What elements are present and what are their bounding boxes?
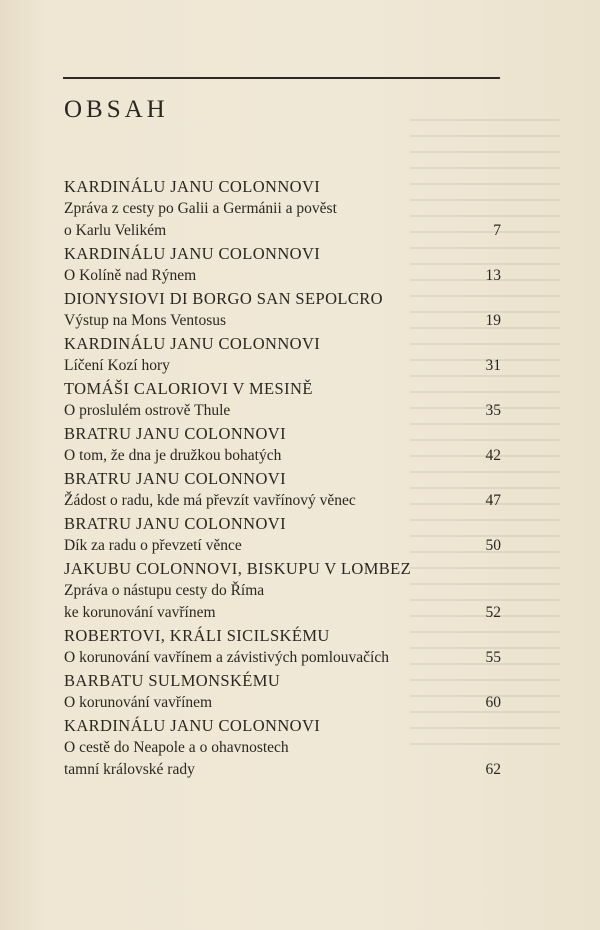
toc-entry-title: Dík za radu o převzetí věnce bbox=[64, 537, 242, 554]
toc-entry bbox=[64, 624, 501, 669]
toc-entry-line bbox=[64, 355, 501, 377]
toc-entry bbox=[64, 467, 501, 512]
toc-entry-line bbox=[64, 535, 501, 557]
toc-page-number: 35 bbox=[485, 402, 501, 419]
toc-entry-line bbox=[64, 265, 501, 287]
toc-page-number: 60 bbox=[485, 694, 501, 711]
toc-entry-title: o Karlu Velikém bbox=[64, 222, 167, 239]
toc-entry-addressee: KARDINÁLU JANU COLONNOVI bbox=[64, 244, 321, 263]
toc-entry-title: O korunování vavřínem bbox=[64, 694, 213, 711]
toc-page-number: 7 bbox=[493, 222, 501, 239]
toc-entry-title: Výstup na Mons Ventosus bbox=[64, 312, 227, 329]
toc-entry-line bbox=[64, 490, 501, 512]
toc-entry-line bbox=[64, 400, 501, 422]
toc-entry-title: Líčení Kozí hory bbox=[64, 357, 170, 374]
toc-entry-title: O Kolíně nad Rýnem bbox=[64, 267, 197, 284]
toc-page-number: 19 bbox=[485, 312, 501, 329]
toc-entry-line bbox=[64, 198, 501, 220]
toc-entry-line bbox=[64, 692, 501, 714]
toc-entry-title: O cestě do Neapole a o ohavnostech bbox=[64, 739, 289, 756]
toc-entry-line bbox=[64, 647, 501, 669]
toc-entry-line bbox=[64, 220, 501, 242]
toc-entry-title: ke korunování vavřínem bbox=[64, 604, 216, 621]
toc-entry-title: Žádost o radu, kde má převzít vavřínový věnec bbox=[64, 492, 356, 509]
toc-entry bbox=[64, 512, 501, 557]
toc-page-number: 13 bbox=[485, 267, 501, 284]
toc-entry-title: O proslulém ostrově Thule bbox=[64, 402, 231, 419]
toc-entry-title: Zpráva o nástupu cesty do Říma bbox=[64, 582, 265, 599]
toc-entry bbox=[64, 175, 501, 242]
toc-entry-addressee: BRATRU JANU COLONNOVI bbox=[64, 424, 286, 443]
toc-entry-title: tamní královské rady bbox=[64, 761, 195, 778]
toc-entry-title: Zpráva z cesty po Galii a Germánii a pověst bbox=[64, 200, 337, 217]
toc-entry bbox=[64, 287, 501, 332]
toc-entry-addressee: KARDINÁLU JANU COLONNOVI bbox=[64, 177, 321, 196]
toc-entry bbox=[64, 557, 501, 624]
toc-entry-addressee: ROBERTOVI, KRÁLI SICILSKÉMU bbox=[64, 626, 330, 645]
toc-page-number: 52 bbox=[485, 604, 501, 621]
toc-entry bbox=[64, 714, 501, 781]
toc-page-number: 47 bbox=[485, 492, 501, 509]
toc-page-number: 62 bbox=[485, 761, 501, 778]
toc-entry-addressee: TOMÁŠI CALORIOVI V MESINĚ bbox=[64, 379, 313, 398]
toc-entry-addressee: JAKUBU COLONNOVI, BISKUPU V LOMBEZ bbox=[64, 559, 412, 578]
toc-entry-addressee: DIONYSIOVI DI BORGO SAN SEPOLCRO bbox=[64, 289, 383, 308]
toc-entry-addressee: BARBATU SULMONSKÉMU bbox=[64, 671, 281, 690]
toc-entry-addressee: BRATRU JANU COLONNOVI bbox=[64, 469, 286, 488]
toc-entry-line bbox=[64, 602, 501, 624]
toc-entry-line bbox=[64, 737, 501, 759]
page-title: OBSAH bbox=[64, 96, 169, 123]
toc-entry-line bbox=[64, 445, 501, 467]
toc-page-number: 50 bbox=[485, 537, 501, 554]
toc-page-number: 42 bbox=[485, 447, 501, 464]
toc-entry-addressee: KARDINÁLU JANU COLONNOVI bbox=[64, 716, 321, 735]
toc-entry-line bbox=[64, 310, 501, 332]
toc-entry bbox=[64, 242, 501, 287]
toc-entry-addressee: KARDINÁLU JANU COLONNOVI bbox=[64, 334, 321, 353]
toc-entry-addressee: BRATRU JANU COLONNOVI bbox=[64, 514, 286, 533]
toc-entry bbox=[64, 669, 501, 714]
toc-entry-title: O korunování vavřínem a závistivých pomlouvačích bbox=[64, 649, 389, 666]
toc-page-number: 55 bbox=[485, 649, 501, 666]
toc-entry bbox=[64, 422, 501, 467]
table-of-contents bbox=[64, 175, 501, 781]
toc-entry-title: O tom, že dna je družkou bohatých bbox=[64, 447, 282, 464]
top-rule bbox=[63, 77, 500, 79]
toc-entry bbox=[64, 332, 501, 377]
toc-page-number: 31 bbox=[485, 357, 501, 374]
toc-entry bbox=[64, 377, 501, 422]
toc-entry-line bbox=[64, 580, 501, 602]
toc-entry-line bbox=[64, 759, 501, 781]
